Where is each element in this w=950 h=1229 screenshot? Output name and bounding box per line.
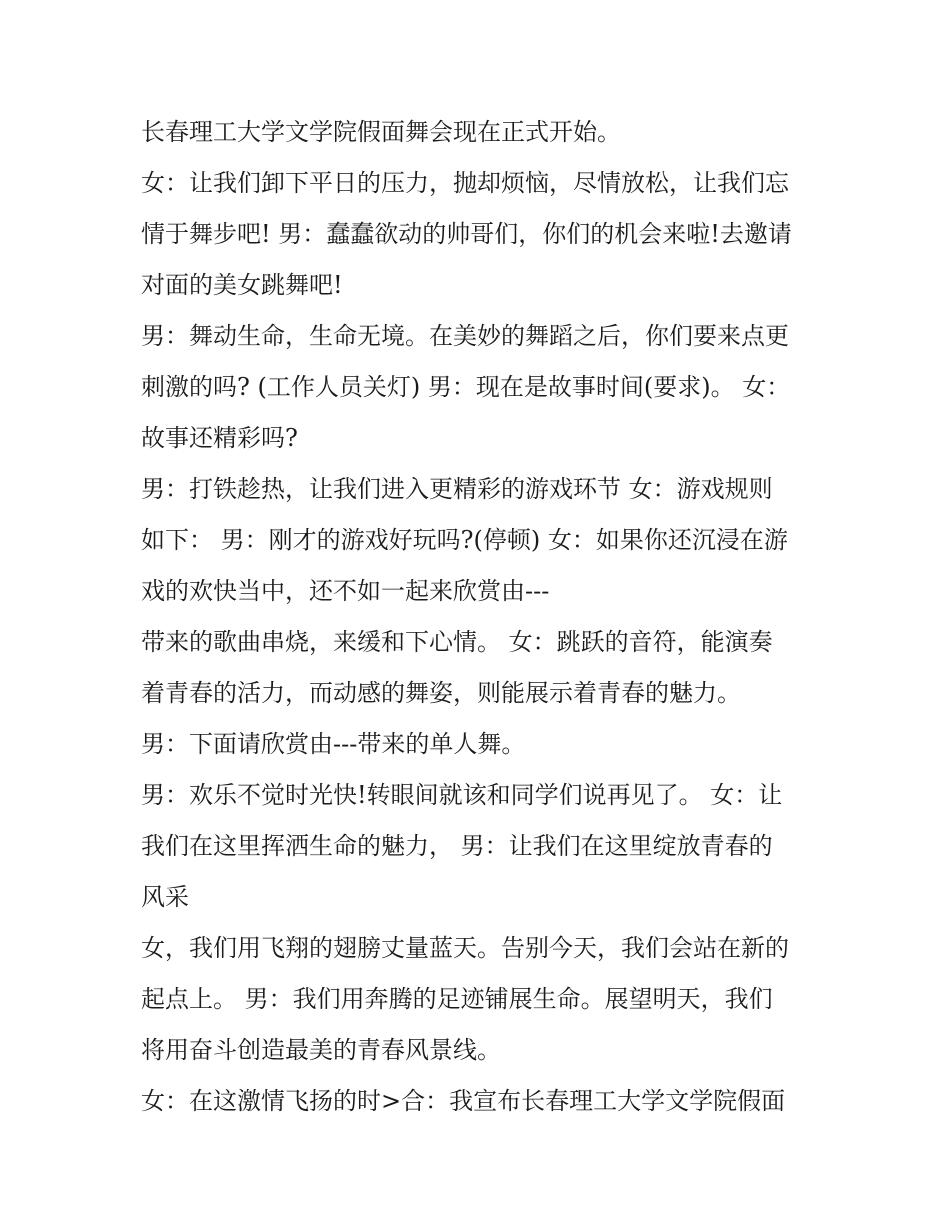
text-line: 长春理工大学文学院假面舞会现在正式开始。 [141, 118, 621, 146]
text-line: 男：下面请欣赏由---带来的单人舞。 [141, 730, 526, 758]
text-line: 对面的美女跳舞吧! [141, 271, 343, 299]
text-line: 我们在这里挥洒生命的魅力， 男：让我们在这里绽放青春的 [141, 832, 773, 860]
text-line: 女：让我们卸下平日的压力，抛却烦恼，尽情放松，让我们忘 [141, 169, 789, 197]
document-body [141, 107, 821, 1127]
text-line: 将用奋斗创造最美的青春风景线。 [141, 1036, 501, 1064]
text-line: 男：欢乐不觉时光快!转眼间就该和同学们说再见了。 女：让 [141, 781, 783, 809]
text-line: 情于舞步吧! 男：蠢蠢欲动的帅哥们，你们的机会来啦!去邀请 [141, 220, 792, 248]
text-line: 带来的歌曲串烧，来缓和下心情。 女：跳跃的音符，能演奏 [141, 628, 773, 656]
text-line: 男：打铁趁热，让我们进入更精彩的游戏环节 女：游戏规则 [141, 475, 773, 503]
text-line: 刺激的吗? (工作人员关灯) 男：现在是故事时间(要求)。 女： [141, 373, 791, 401]
text-line: 故事还精彩吗? [141, 424, 298, 452]
text-line: 起点上。 男：我们用奔腾的足迹铺展生命。展望明天，我们 [141, 985, 773, 1013]
text-line: 女：在这激情飞扬的时>合：我宣布长春理工大学文学院假面 [141, 1087, 786, 1115]
text-line: 戏的欢快当中，还不如一起来欣赏由--- [141, 577, 550, 605]
text-line: 如下： 男：刚才的游戏好玩吗?(停顿) 女：如果你还沉浸在游 [141, 526, 788, 554]
text-line: 男：舞动生命，生命无境。在美妙的舞蹈之后，你们要来点更 [141, 322, 789, 350]
text-line: 女，我们用飞翔的翅膀丈量蓝天。告别今天，我们会站在新的 [141, 934, 789, 962]
text-line: 风采 [141, 883, 189, 911]
text-line: 着青春的活力，而动感的舞姿，则能展示着青春的魅力。 [141, 679, 741, 707]
